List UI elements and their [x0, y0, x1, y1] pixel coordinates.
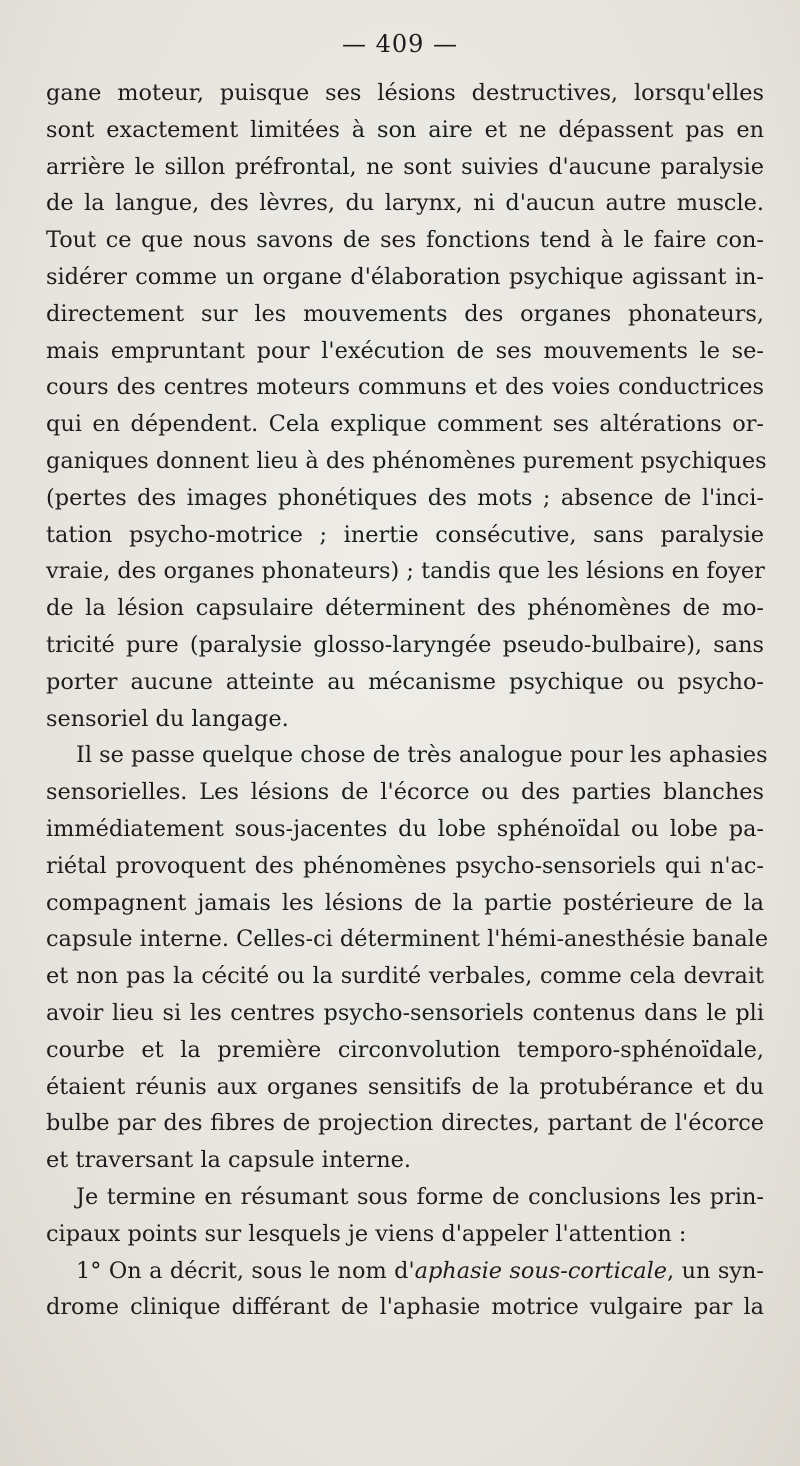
text-line: étaient réunis aux organes sensitifs de la protubérance et du	[46, 1073, 764, 1100]
page-number: — 409 —	[341, 30, 459, 58]
text-line: immédiatement sous-jacentes du lobe sphénoïdal ou lobe pa-	[46, 815, 764, 842]
text-line: arrière le sillon préfrontal, ne sont suivies d'aucune paralysie	[46, 153, 764, 180]
text-line: riétal provoquent des phénomènes psycho-sensoriels qui n'ac-	[46, 852, 764, 879]
text-line: de la langue, des lèvres, du larynx, ni d'aucun autre muscle.	[46, 190, 764, 217]
text-line: sensorielles. Les lésions de l'écorce ou des parties blanches	[46, 779, 764, 806]
italic-term: aphasie sous-corticale	[414, 1257, 668, 1284]
paragraph-start-line: Il se passe quelque chose de très analogue pour les aphasies	[76, 742, 768, 769]
text-line: compagnent jamais les lésions de la partie postérieure de la	[46, 889, 764, 916]
text-line: vraie, des organes phonateurs) ; tandis que les lésions en foyer	[46, 558, 765, 585]
text-line: courbe et la première circonvolution temporo-sphénoïdale,	[46, 1036, 764, 1063]
paragraph-end-line: et traversant la capsule interne.	[46, 1147, 412, 1174]
text-line: sont exactement limitées à son aire et ne dépassent pas en	[46, 116, 764, 143]
text-line: porter aucune atteinte au mécanisme psychique ou psycho-	[46, 668, 764, 695]
paragraph-start-line: Je termine en résumant sous forme de conclusions les prin-	[76, 1183, 764, 1210]
text-line: qui en dépendent. Cela explique comment ses altérations or-	[46, 411, 764, 438]
text-line: (pertes des images phonétiques des mots ; absence de l'inci-	[46, 484, 764, 511]
text-line: cours des centres moteurs communs et des voies conductrices	[46, 374, 764, 401]
conclusion-prefix: 1° On a décrit, sous le nom d'	[76, 1257, 415, 1284]
text-line: drome clinique différant de l'aphasie motrice vulgaire par la	[46, 1294, 764, 1321]
text-line: capsule interne. Celles-ci déterminent l'hémi-anesthésie banale	[46, 926, 769, 953]
text-line: gane moteur, puisque ses lésions destructives, lorsqu'elles	[46, 80, 764, 106]
conclusion-suffix: , un syn-	[667, 1257, 764, 1284]
text-line: ganiques donnent lieu à des phénomènes purement psychiques	[46, 447, 767, 474]
text-line: avoir lieu si les centres psycho-sensoriels contenus dans le pli	[46, 999, 764, 1026]
paragraph-end-line: cipaux points sur lesquels je viens d'appeler l'attention :	[46, 1220, 687, 1247]
text-line: Tout ce que nous savons de ses fonctions tend à le faire con-	[46, 227, 764, 254]
conclusion-item-line	[46, 1253, 764, 1290]
text-line: et non pas la cécité ou la surdité verbales, comme cela devrait	[46, 963, 764, 990]
text-line: directement sur les mouvements des organes phonateurs,	[46, 300, 764, 327]
text-line: sidérer comme un organe d'élaboration psychique agissant in-	[46, 263, 764, 290]
paragraph-end-line: sensoriel du langage.	[46, 705, 289, 732]
body-text	[46, 75, 769, 1326]
text-line: tricité pure (paralysie glosso-laryngée pseudo-bulbaire), sans	[46, 631, 764, 658]
text-line: de la lésion capsulaire déterminent des phénomènes de mo-	[46, 595, 764, 622]
text-line: bulbe par des fibres de projection directes, partant de l'écorce	[46, 1110, 764, 1137]
text-line: mais empruntant pour l'exécution de ses mouvements le se-	[46, 337, 764, 364]
text-line: tation psycho-motrice ; inertie consécutive, sans paralysie	[46, 521, 764, 548]
